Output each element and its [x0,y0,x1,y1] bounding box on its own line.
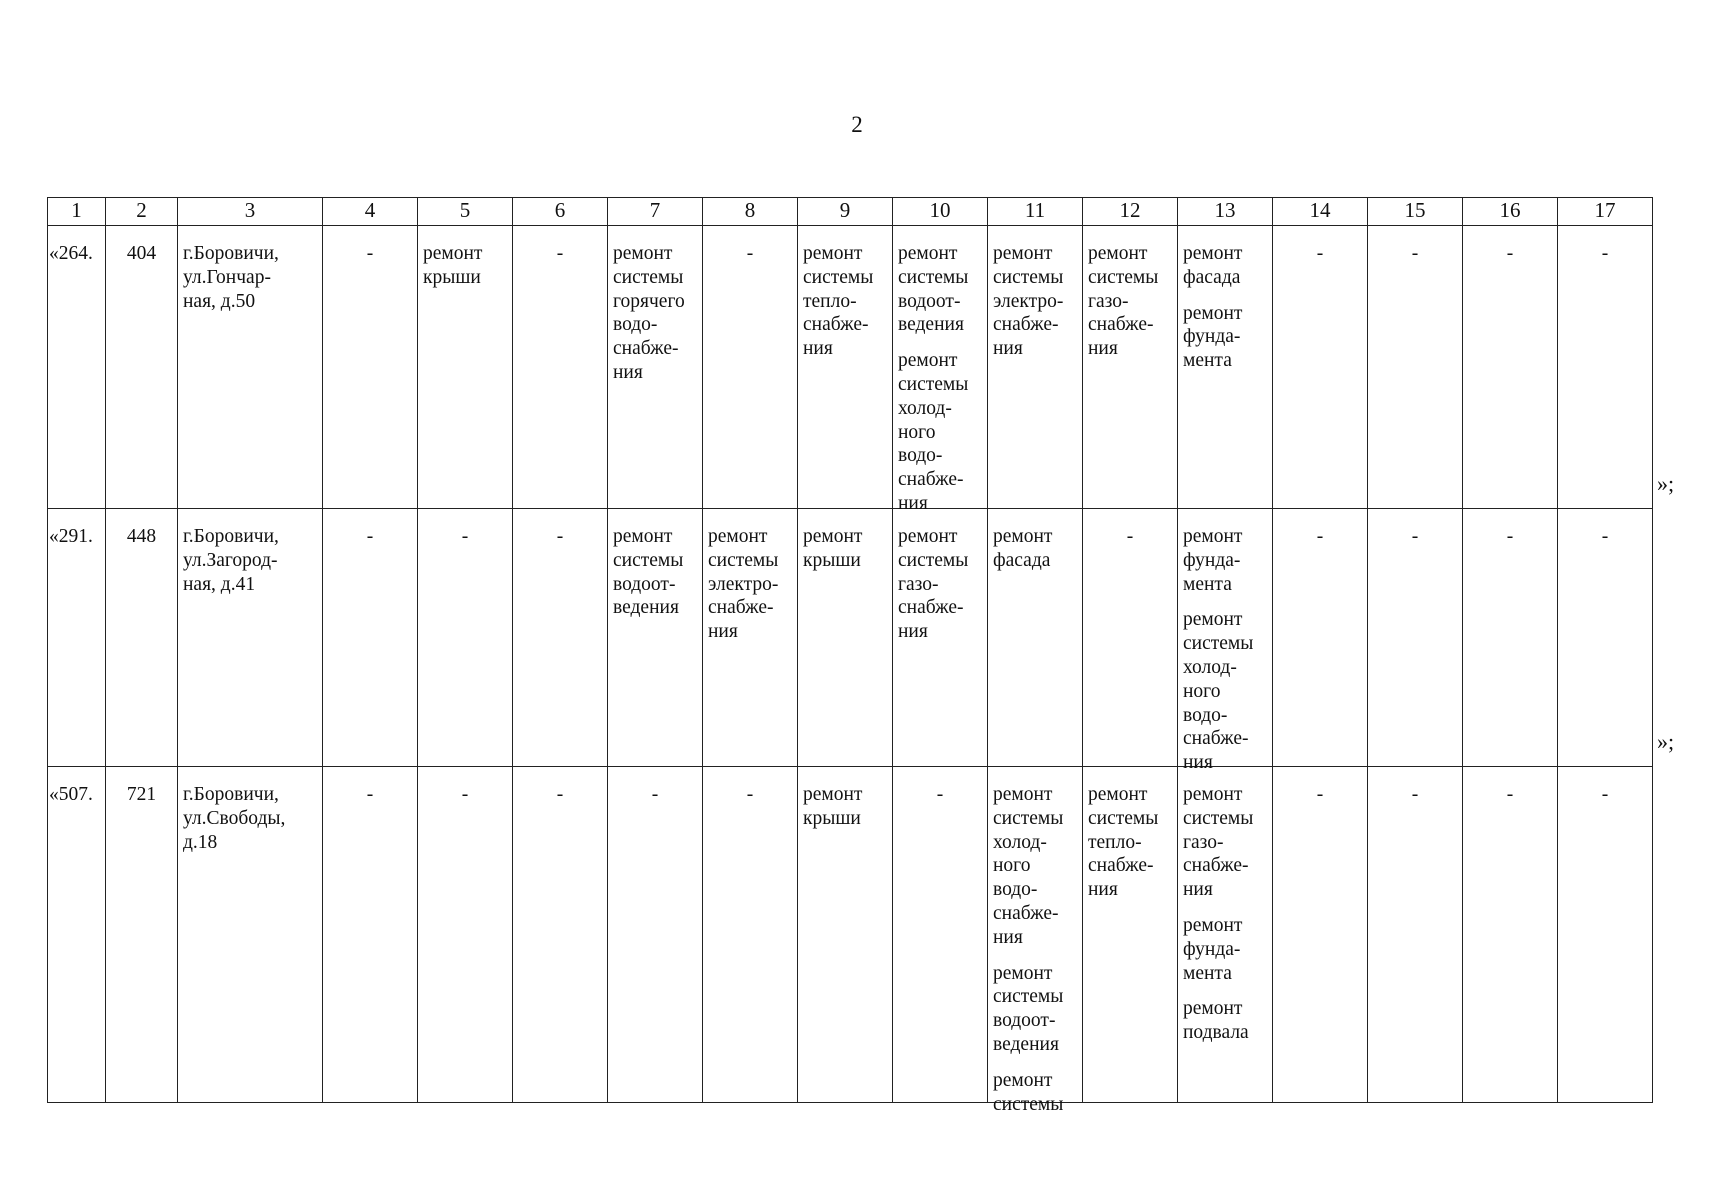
cell-text: - [461,784,469,805]
table-cell [1368,226,1463,509]
cell-text: ремонт системы водоот- ведения [613,526,684,619]
table-row [48,509,1653,767]
table-cell [988,509,1083,767]
column-header: 12 [1083,198,1178,226]
cell-text: - [1411,784,1419,805]
table-cell [703,767,798,1103]
cell-text: «291. [49,526,93,547]
table-cell [178,509,323,767]
table-cell [1178,226,1273,509]
table-cell [418,509,513,767]
table-cell [1558,226,1653,509]
cell-text: ремонт системы тепло- снабже- ния [1088,784,1159,901]
cell-text: ремонт системы холод- ного водо- снабже- ния [898,350,969,514]
cell-text: ремонт системы газо- снабже- ния [1183,784,1254,901]
column-header: 8 [703,198,798,226]
cell-text: - [1601,526,1609,547]
table-cell [893,226,988,514]
table-cell [608,767,703,1103]
column-header: 16 [1463,198,1558,226]
cell-text: - [746,243,754,264]
cell-text: - [366,243,374,264]
cell-text: ремонт системы [993,1069,1064,1115]
table-cell [1083,509,1178,767]
cell-text: 721 [126,784,157,805]
table-cell [513,767,608,1103]
table-cell [323,226,418,509]
cell-text: 448 [126,526,157,547]
cell-text: ремонт системы водоот- ведения [993,962,1064,1055]
table-cell [1463,509,1558,767]
table-row [48,226,1653,509]
table-cell [1178,767,1273,1103]
cell-text: ремонт системы газо- снабже- ния [898,526,969,643]
table-cell [798,767,893,1103]
cell-text: - [1411,243,1419,264]
cell-text: ремонт системы электро- снабже- ния [708,526,779,643]
table-cell [608,509,703,767]
table-cell [513,226,608,509]
cell-text: ремонт фасада [993,526,1053,571]
table-cell [1273,509,1368,767]
cell-text: - [1506,243,1514,264]
table-cell [893,509,988,767]
cell-text: г.Боровичи, ул.Свободы, д.18 [183,784,286,853]
column-header: 7 [608,198,703,226]
cell-text: - [1601,784,1609,805]
table-cell [798,226,893,509]
cell-text: ремонт системы холод- ного водо- снабже- ния [1183,609,1254,774]
table-cell [48,226,106,509]
cell-text: - [936,784,944,805]
cell-text: ремонт фунда- мента [1183,914,1243,984]
table-cell [1083,767,1178,1103]
cell-text: - [461,526,469,547]
cell-text: ремонт крыши [423,243,483,288]
column-header: 13 [1178,198,1273,226]
column-header: 11 [988,198,1083,226]
table-cell [703,226,798,509]
column-header: 9 [798,198,893,226]
cell-text: 404 [126,243,157,264]
table-cell [1178,509,1273,774]
table-cell [48,767,106,1103]
cell-text: ремонт системы тепло- снабже- ния [803,243,874,360]
cell-text: «264. [49,243,93,264]
table-cell [106,509,178,767]
table-cell [988,226,1083,509]
cell-text: ремонт системы горячего водо- снабже- ния [613,243,685,383]
cell-text: - [651,784,659,805]
column-header: 5 [418,198,513,226]
table-cell [323,767,418,1103]
cell-text: «507. [49,784,93,805]
table-cell [418,226,513,509]
column-header: 15 [1368,198,1463,226]
cell-text: - [556,243,564,264]
table-cell [178,226,323,509]
cell-text: - [366,784,374,805]
table-cell [1273,767,1368,1103]
table-cell [418,767,513,1103]
repair-schedule-table [47,197,1653,1115]
table-cell [893,767,988,1103]
table-row [48,767,1653,1103]
table-cell [1463,767,1558,1103]
cell-text: - [1411,526,1419,547]
table-cell [988,767,1083,1115]
table-cell [1368,509,1463,767]
column-header: 3 [178,198,323,226]
table-cell [1463,226,1558,509]
column-header: 17 [1558,198,1653,226]
table-cell [1083,226,1178,509]
cell-text: - [1316,526,1324,547]
cell-text: ремонт крыши [803,526,863,571]
cell-text: ремонт системы водоот- ведения [898,243,969,336]
row-closing-quote: »; [1657,470,1675,496]
column-header: 1 [48,198,106,226]
cell-text: ремонт крыши [803,784,863,829]
table-cell [608,226,703,509]
table-cell [798,509,893,767]
table-cell [1558,767,1653,1103]
table-cell [703,509,798,767]
column-header: 2 [106,198,178,226]
table-cell [1368,767,1463,1103]
cell-text: - [1506,526,1514,547]
row-closing-quote: »; [1657,728,1675,754]
cell-text: - [366,526,374,547]
table-header-row [48,198,1653,226]
cell-text: - [1316,784,1324,805]
table-cell [48,509,106,767]
cell-text: - [1506,784,1514,805]
page-number: 2 [851,112,863,137]
cell-text: - [1316,243,1324,264]
table-cell [178,767,323,1103]
column-header: 14 [1273,198,1368,226]
column-header: 6 [513,198,608,226]
column-header: 10 [893,198,988,226]
cell-text: ремонт системы газо- снабже- ния [1088,243,1159,360]
table-cell [323,509,418,767]
table-cell [513,509,608,767]
cell-text: - [1601,243,1609,264]
table-cell [1273,226,1368,509]
cell-text: г.Боровичи, ул.Загород- ная, д.41 [183,526,279,595]
cell-text: г.Боровичи, ул.Гончар- ная, д.50 [183,243,279,312]
cell-text: ремонт подвала [1183,998,1249,1044]
cell-text: - [1126,526,1134,547]
table-cell [1558,509,1653,767]
cell-text: ремонт системы холод- ного водо- снабже- ния [993,784,1064,948]
table-cell [106,226,178,509]
column-header: 4 [323,198,418,226]
cell-text: - [746,784,754,805]
cell-text: ремонт фасада [1183,243,1243,288]
table-cell [106,767,178,1103]
cell-text: ремонт системы электро- снабже- ния [993,243,1064,360]
cell-text: - [556,784,564,805]
cell-text: ремонт фунда- мента [1183,526,1243,595]
cell-text: - [556,526,564,547]
cell-text: ремонт фунда- мента [1183,302,1243,372]
